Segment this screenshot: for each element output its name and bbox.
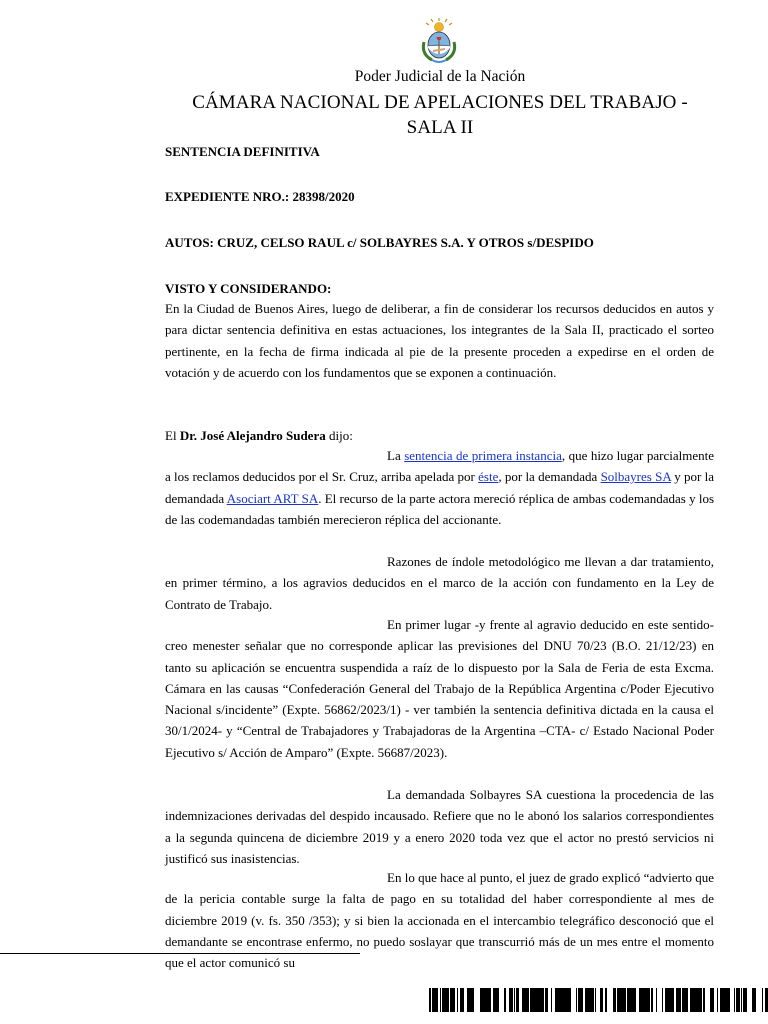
judge-intro [165, 425, 714, 446]
barcode-icon [428, 988, 768, 1012]
solbayres-appeal-link[interactable]: Solbayres SA [600, 469, 671, 485]
paragraph-1 [165, 445, 714, 530]
sentence-type: SENTENCIA DEFINITIVA [165, 144, 320, 159]
judge-name: Dr. José Alejandro Sudera [179, 428, 326, 443]
footnote-divider [0, 953, 360, 954]
case-title: AUTOS: CRUZ, CELSO RAUL c/ SOLBAYRES S.A. Y OTROS s/DESPIDO [165, 235, 594, 250]
paragraph-3: En primer lugar -y frente al agravio deducido en este sentido- creo menester señalar que no corresponde aplicar las previsiones del DNU 70/23 (B.O. 21/12/23) en tanto su aplicación se encuentra suspendida a raíz de lo dispuesto por la Sala de Feria de esta Excma. Cámara en las causas “Confederación General del Trabajo de la República Argentina c/Poder Ejecutivo Nacional s/incidente” (Expte. 56862/2023/1) - ver también la sentencia definitiva dictada en la causa el 30/1/2024- y “Central de Trabajadores y Trabajadoras de la Argentina –CTA- c/ Estado Nacional Poder Ejecutivo s/ Acción de Amparo” (Expte. 56687/2023). [165, 617, 714, 760]
paragraph-5: En lo que hace al punto, el juez de grado explicó “advierto que de la pericia contable surge la falta de pago en su totalidad del haber correspondiente al mes de diciembre 2019 (v. fs. 350 /353); y si bien la accionada en el intercambio telegráfico desconoció que el demandante se encontrase enfermo, no puedo soslayar que transcurrió más de un mes entre el momento que el actor comunicó su [165, 870, 714, 971]
coat-of-arms-icon [418, 18, 460, 64]
court-name: Poder Judicial de la Nación [354, 68, 526, 85]
chamber-name [0, 90, 768, 140]
paragraph-4: La demandada Solbayres SA cuestiona la procedencia de las indemnizaciones derivadas del despido incausado. Refiere que no le abonó los salarios correspondientes a la segunda quincena de diciembre 2019 y a enero 2020 toda vez que el actor no prestó servicios ni justificó sus inasistencias. [165, 787, 714, 866]
p1-text-3: , por la demandada [498, 469, 601, 485]
paragraph-2: Razones de índole metodológico me llevan a dar tratamiento, en primer término, a los agravios deducidos en el marco de la acción con fundamento en la Ley de Contrato de Trabajo. [165, 554, 714, 612]
case-number: EXPEDIENTE NRO.: 28398/2020 [165, 189, 355, 204]
p1-text-5: . El recurso de la parte actora mereció réplica de ambas codemandadas y los de las codemandadas también merecieron réplica del accionante. [165, 490, 715, 527]
plaintiff-appeal-link[interactable]: éste [478, 469, 499, 485]
chamber-name-line1: CÁMARA NACIONAL DE APELACIONES DEL TRABAJO - [192, 92, 688, 113]
asociart-appeal-link[interactable]: Asociart ART SA [226, 490, 319, 506]
first-instance-ruling-link[interactable]: sentencia de primera instancia [404, 448, 562, 463]
judge-prefix: El [165, 428, 180, 443]
judge-suffix: dijo: [325, 428, 353, 443]
p1-text-2: , que hizo lugar parcialmente a los reclamos deducidos por el Sr. Cruz, arriba apelada por [165, 448, 714, 485]
visto-heading: VISTO Y CONSIDERANDO: [165, 281, 332, 296]
chamber-name-line2: SALA II [406, 117, 474, 138]
p1-text-4: y por la demandada [165, 469, 715, 506]
p1-text-1: La [387, 448, 405, 463]
intro-paragraph: En la Ciudad de Buenos Aires, luego de deliberar, a fin de considerar los recursos deducidos en autos y para dictar sentencia definitiva en estas actuaciones, los integrantes de la Sala II, practicado el sorteo pertinente, en la fecha de firma indicada al pie de la presente proceden a expedirse en el orden de votación y de acuerdo con los fundamentos que se exponen a continuación. [165, 301, 714, 380]
